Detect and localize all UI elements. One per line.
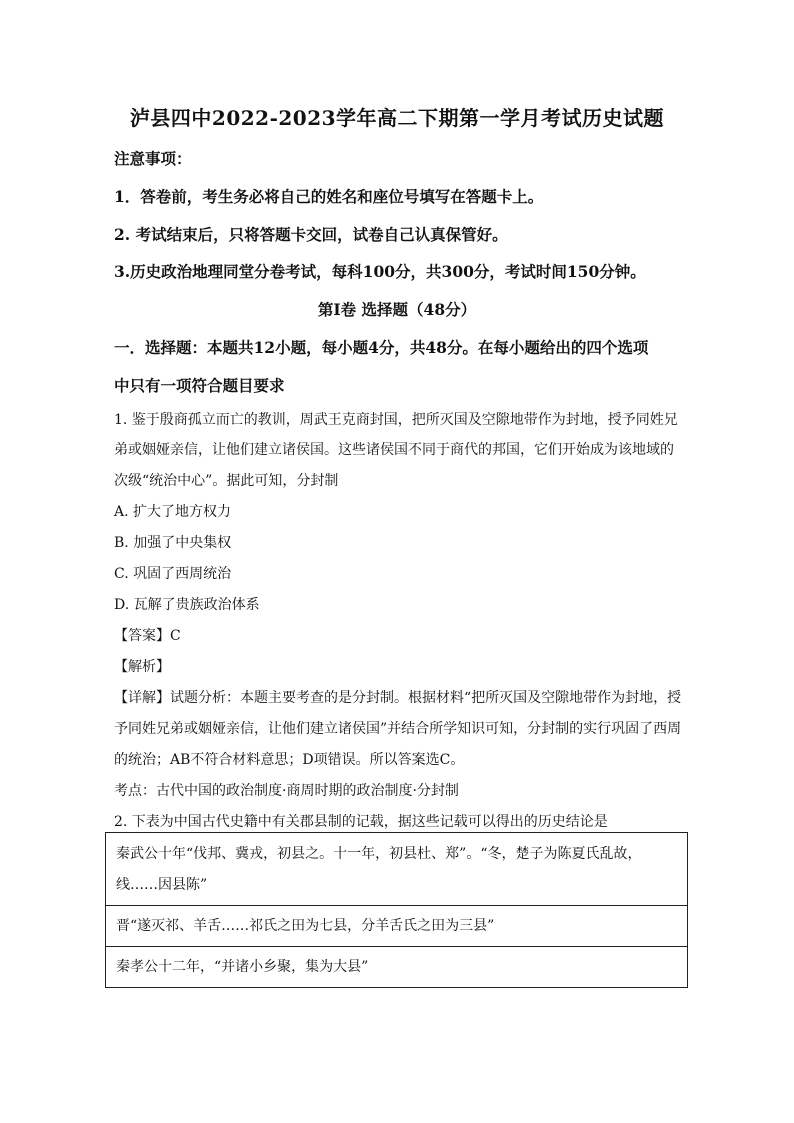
detail-text: 予同姓兄弟或姻娅亲信，让他们建立诸侯国”并结合所学知识可知，分封制的实行巩固了西周 [114,721,682,737]
notice-item: 1．答卷前，考生务必将自己的姓名和座位号填写在答题卡上。 [114,187,544,206]
notice-heading: 注意事项： [114,149,192,168]
page-title: 泸县四中2022-2023学年高二下期第一学月考试历史试题 [129,106,665,130]
option-b: B. 加强了中央集权 [114,535,232,551]
question-2-stem: 2. 下表为中国古代史籍中有关郡县制的记载，据这些记载可以得出的历史结论是 [114,814,608,830]
table-cell: 秦孝公十二年，“并诸小乡聚，集为大县” [106,947,688,988]
records-table [105,832,688,988]
detail-text: 的统治；AB不符合材料意思；D项错误。所以答案选C。 [114,752,465,768]
section-title: 第I卷 选择题（48分） [317,300,477,319]
table-cell: 晋“遂灭祁、羊舌……祁氏之田为七县，分羊舌氏之田为三县” [106,906,688,947]
table-row [106,833,688,906]
question-1-stem: 弟或姻娅亲信，让他们建立诸侯国。这些诸侯国不同于商代的邦国，它们开始成为该地域的 [114,442,674,458]
kaodian: 考点：古代中国的政治制度·商周时期的政治制度·分封制 [114,783,459,799]
option-d: D. 瓦解了贵族政治体系 [114,597,260,613]
question-1-stem: 次级“统治中心”。据此可知，分封制 [114,473,339,489]
question-1-stem: 1. 鉴于殷商孤立而亡的教训，周武王克商封国，把所灭国及空隙地带作为封地，授予同姓兄 [114,412,678,428]
option-a: A. 扩大了地方权力 [114,504,232,520]
table-row [106,906,688,947]
option-c: C. 巩固了西周统治 [114,566,232,582]
detail-text: 【详解】试题分析：本题主要考查的是分封制。根据材料“把所灭国及空隙地带作为封地，授 [114,690,682,706]
section-instruction: 一．选择题：本题共12小题，每小题4分，共48分。在每小题给出的四个选项 [114,338,649,357]
notice-item: 3.历史政治地理同堂分卷考试，每科100分，共300分，考试时间150分钟。 [114,262,646,281]
cell-line: 线……因县陈” [116,877,208,893]
notice-item: 2. 考试结束后，只将答题卡交回，试卷自己认真保管好。 [114,225,508,244]
answer: 【答案】C [114,628,181,644]
section-instruction: 中只有一项符合题目要求 [114,376,285,395]
analysis-label: 【解析】 [114,659,170,675]
table-cell [106,833,688,906]
table-row [106,947,688,988]
cell-line: 秦武公十年“伐邦、冀戎，初县之。十一年，初县杜、郑”。“冬，楚子为陈夏氏乱故， [116,846,642,862]
